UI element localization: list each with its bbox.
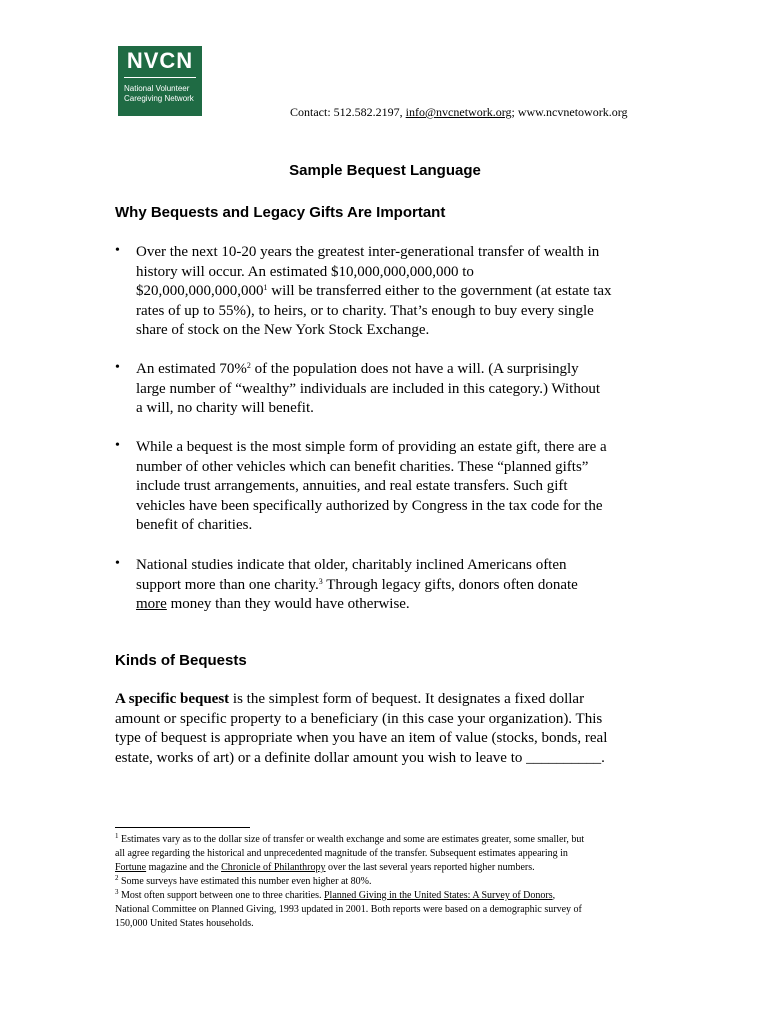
underlined-text: more: [136, 596, 167, 612]
text-span: Some surveys have estimated this number even higher at 80%.: [118, 876, 372, 887]
bullet-dot-icon: •: [115, 438, 120, 453]
text-span: of the population does not have a will. (A surprisingly: [250, 361, 579, 377]
footnote-ref-3: 3: [318, 576, 323, 586]
logo-divider: [124, 77, 196, 78]
text-line: [115, 861, 584, 875]
text-span: $20,000,000,000,000: [136, 283, 264, 299]
footnote-divider: [115, 827, 250, 828]
section-heading-why-bequests: Why Bequests and Legacy Gifts Are Important: [115, 204, 446, 221]
bullet-dot-icon: •: [115, 556, 120, 571]
text-line: [136, 595, 681, 615]
text-line: [136, 360, 681, 380]
bullet-text: [136, 556, 681, 615]
text-line: estate, works of art) or a definite dollar amount you wish to leave to __________.: [115, 749, 605, 766]
logo-line-1: National Volunteer: [124, 84, 190, 93]
bullet-text: [136, 360, 681, 419]
footnotes: [115, 833, 584, 931]
contact-prefix: Contact: 512.582.2197,: [290, 105, 403, 119]
text-span: Most often support between one to three charities.: [118, 890, 324, 901]
logo-line-2: Caregiving Network: [124, 94, 194, 103]
underlined-text: Planned Giving in the United States: A Survey of Donors: [324, 890, 553, 901]
text-line: National studies indicate that older, charitably inclined Americans often: [136, 557, 567, 573]
text-span: ,: [552, 890, 556, 901]
text-line: benefit of charities.: [136, 517, 253, 533]
text-line: [136, 282, 681, 302]
footnote-3: [115, 889, 584, 903]
text-line: number of other vehicles which can benefit charities. These “planned gifts”: [136, 458, 589, 475]
bullet-dot-icon: •: [115, 360, 120, 375]
bullet-text: [136, 438, 681, 536]
text-span: is the simplest form of bequest. It designates a fixed dollar: [229, 691, 585, 707]
text-span: will be transferred either to the government (at estate tax: [267, 283, 612, 299]
text-line: 150,000 United States households.: [115, 918, 254, 929]
bold-term: A specific bequest: [115, 691, 230, 707]
text-span: Through legacy gifts, donors often donate: [322, 576, 578, 593]
text-line: large number of “wealthy” individuals are included in this category.) Without: [136, 380, 600, 397]
bullet-text: [136, 243, 681, 341]
text-span: money than they would have otherwise.: [166, 596, 410, 612]
text-line: type of bequest is appropriate when you have an item of value (stocks, bonds, real: [115, 730, 608, 746]
footnote-number: 3: [115, 888, 119, 896]
text-span: An estimated 70%: [136, 361, 247, 377]
text-line: history will occur. An estimated $10,000,000,000,000 to: [136, 263, 474, 280]
underlined-text: Fortune: [115, 862, 147, 873]
text-line: a will, no charity will benefit.: [136, 400, 314, 416]
text-line: amount or specific property to a beneficiary (in this case your organization). This: [115, 710, 603, 727]
footnote-1: [115, 833, 584, 847]
text-line: National Committee on Planned Giving, 1993 updated in 2001. Both reports were based on a demographic survey of: [115, 904, 582, 915]
footnote-ref-1: 1: [263, 283, 268, 292]
contact-email-link[interactable]: info@nvcnetwork.org: [405, 105, 512, 119]
text-line: vehicles have been specifically authorized by Congress in the tax code for the: [136, 497, 603, 514]
text-span: support more than one charity.: [136, 576, 319, 593]
text-line: include trust arrangements, annuities, and real estate transfers. Such gift: [136, 478, 568, 494]
text-span: over the last several years reported higher numbers.: [325, 862, 535, 873]
nvcn-logo: [118, 46, 202, 116]
underlined-text: Chronicle of Philanthropy: [221, 862, 326, 873]
contact-website: www.ncvnetowork.org: [517, 105, 628, 119]
footnote-number: 2: [115, 874, 119, 882]
text-span: Estimates vary as to the dollar size of transfer or wealth exchange and some are estimates greater, some smaller, but: [118, 834, 585, 845]
contact-separator: ;: [511, 105, 515, 119]
footnote-ref-2: 2: [246, 361, 251, 370]
text-line: [115, 690, 607, 710]
bullet-dot-icon: •: [115, 243, 120, 258]
text-line: all agree regarding the historical and unprecedented magnitude of the transfer. Subsequent estimates appearing in: [115, 848, 568, 859]
page-title: Sample Bequest Language: [289, 162, 481, 179]
specific-bequest-paragraph: [115, 690, 607, 768]
text-span: magazine and the: [146, 862, 222, 873]
section-heading-kinds-of-bequests: Kinds of Bequests: [115, 652, 247, 669]
text-line: rates of up to 55%), to heirs, or to charity. That’s enough to buy every single: [136, 302, 594, 319]
logo-abbr: NVCN: [126, 48, 194, 73]
text-line: [136, 576, 681, 596]
footnote-number: 1: [115, 832, 119, 840]
footnote-2: [115, 875, 584, 889]
contact-line: [290, 105, 627, 120]
text-line: share of stock on the New York Stock Exchange.: [136, 322, 430, 338]
text-line: While a bequest is the most simple form of providing an estate gift, there are a: [136, 439, 607, 455]
text-line: Over the next 10-20 years the greatest inter-generational transfer of wealth in: [136, 244, 600, 260]
